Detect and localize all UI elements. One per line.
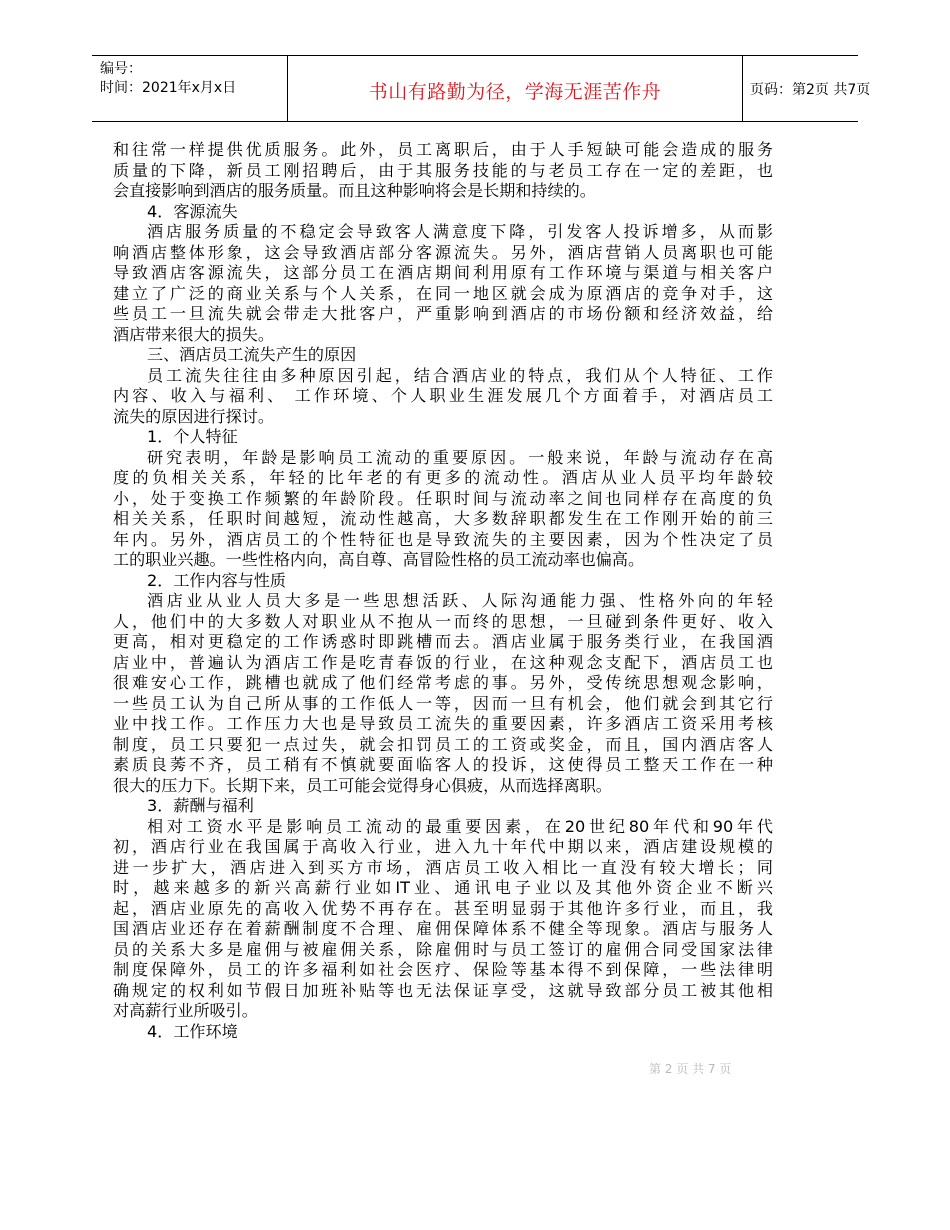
number-label: 编号： xyxy=(100,61,142,77)
page-header xyxy=(92,55,871,122)
text-line: 小，处于变换工作频繁的年龄阶段。任职时间与流动率之间也同样存在高度的负 xyxy=(113,488,773,508)
section-heading: 1．个人特征 xyxy=(147,427,238,446)
text-line: 建立了广泛的商业关系与个人关系，在同一地区就会成为原酒店的竞争对手，这 xyxy=(113,283,773,303)
text-line: 相对工资水平是影响员工流动的最重要因素，在20世纪80年代和90年代 xyxy=(147,816,773,836)
text-line: 更高，相对更稳定的工作诱惑时即跳槽而去。酒店业属于服务类行业，在我国酒 xyxy=(113,632,773,651)
text-line: 酒店带来很大的损失。 xyxy=(113,324,274,344)
text-line: 些员工一旦流失就会带走大批客户，严重影响到酒店的市场份额和经济效益，给 xyxy=(113,304,773,323)
text-line: 一些员工认为自己所从事的工作低人一等，因而一旦有机会，他们就会到其它行 xyxy=(113,693,773,713)
section-heading: 2．工作内容与性质 xyxy=(147,570,286,590)
header-motto-cell xyxy=(287,56,743,121)
section-heading: 3．薪酬与福利 xyxy=(147,796,254,815)
text-line: 和往常一样提供优质服务。此外，员工离职后，由于人手短缺可能会造成的服务 xyxy=(113,140,773,159)
text-line: 研究表明，年龄是影响员工流动的重要原因。一般来说，年龄与流动存在高 xyxy=(147,447,773,467)
text-line: 员工流失往往由多种原因引起，结合酒店业的特点，我们从个人特征、工作 xyxy=(147,365,773,385)
section-heading: 4．客源流失 xyxy=(147,201,238,221)
text-line: 对高薪行业所吸引。 xyxy=(113,1001,258,1020)
text-line: 流失的原因进行探讨。 xyxy=(113,406,274,426)
text-line: 内容、收入与福利、 工作环境、个人职业生涯发展几个方面着手，对酒店员工 xyxy=(113,386,773,405)
text-line: 初，酒店行业在我国属于高收入行业，进入九十年代中期以来，酒店建设规模的 xyxy=(113,837,773,856)
text-line: 年内。另外，酒店员工的个性特征也是导致流失的主要因素，因为个性决定了员 xyxy=(113,529,773,549)
text-line: 素质良莠不齐，员工稍有不慎就要面临客人的投诉，这使得员工整天工作在一种 xyxy=(113,755,773,774)
text-line: 导致酒店客源流失，这部分员工在酒店期间利用原有工作环境与渠道与相关客户 xyxy=(113,263,773,282)
document-body xyxy=(113,140,773,1042)
text-line: 人，他们中的大多数人对职业从不抱从一而终的思想，一旦碰到条件更好、收入 xyxy=(113,611,773,631)
text-line: 很大的压力下。长期下来，员工可能会觉得身心俱疲，从而选择离职。 xyxy=(113,775,612,795)
page-watermark: 第 2 页 共 7 页 xyxy=(649,1062,732,1076)
text-line: 响酒店整体形象，这会导致酒店部分客源流失。另外，酒店营销人员离职也可能 xyxy=(113,242,773,262)
text-line: 工的职业兴趣。一些性格内向，高自尊、高冒险性格的员工流动率也偏高。 xyxy=(113,550,645,569)
text-line: 制度保障外，员工的许多福利如社会医疗、保险等基本得不到保障，一些法律明 xyxy=(113,960,773,979)
text-line: 相关关系，任职时间越短，流动性越高，大多数辞职都发生在工作刚开始的前三 xyxy=(113,509,773,528)
text-line: 起，酒店业原先的高收入优势不再存在。甚至明显弱于其他许多行业，而且，我 xyxy=(113,898,773,918)
text-line: 制度，员工只要犯一点过失，就会扣罚员工的工资或奖金，而且，国内酒店客人 xyxy=(113,734,773,754)
text-line: 国酒店业还存在着薪酬制度不合理、雇佣保障体系不健全等现象。酒店与服务人 xyxy=(113,919,773,938)
section-heading: 4．工作环境 xyxy=(147,1021,238,1041)
text-line: 会直接影响到酒店的服务质量。而且这种影响将会是长期和持续的。 xyxy=(113,181,596,200)
text-line: 很难安心工作，跳槽也就成了他们经常考虑的事。另外，受传统思想观念影响， xyxy=(113,673,773,692)
text-line: 进一步扩大，酒店进入到买方市场，酒店员工收入相比一直没有较大增长；同 xyxy=(113,857,773,877)
text-line: 员的关系大多是雇佣与被雇佣关系，除雇佣时与员工签订的雇佣合同受国家法律 xyxy=(113,939,773,959)
text-line: 确规定的权利如节假日加班补贴等也无法保证享受，这就导致部分员工被其他相 xyxy=(113,980,773,1000)
text-line: 度的负相关关系，年轻的比年老的有更多的流动性。酒店从业人员平均年龄较 xyxy=(113,468,773,487)
text-line: 业中找工作。工作压力大也是导致员工流失的重要因素，许多酒店工资采用考核 xyxy=(113,714,773,733)
text-line: 时，越来越多的新兴高薪行业如IT业、通讯电子业以及其他外资企业不断兴 xyxy=(113,878,773,897)
time-label: 时间：2021年x月x日 xyxy=(100,80,237,96)
motto: 书山有路勤为径，学海无涯苦作舟 xyxy=(368,81,662,103)
text-line: 酒店业从业人员大多是一些思想活跃、人际沟通能力强、性格外向的年轻 xyxy=(147,591,773,610)
section-heading: 三、酒店员工流失产生的原因 xyxy=(147,345,357,364)
text-line: 店业中，普遍认为酒店工作是吃青春饭的行业，在这种观念支配下，酒店员工也 xyxy=(113,652,773,672)
text-line: 酒店服务质量的不稳定会导致客人满意度下降，引发客人投诉增多，从而影 xyxy=(147,222,773,241)
text-line: 质量的下降，新员工刚招聘后，由于其服务技能的与老员工存在一定的差距，也 xyxy=(113,160,773,180)
page-number: 页码：第2页 共7页 xyxy=(750,82,871,98)
header-info-cell xyxy=(92,56,287,121)
header-page-cell xyxy=(742,56,871,121)
